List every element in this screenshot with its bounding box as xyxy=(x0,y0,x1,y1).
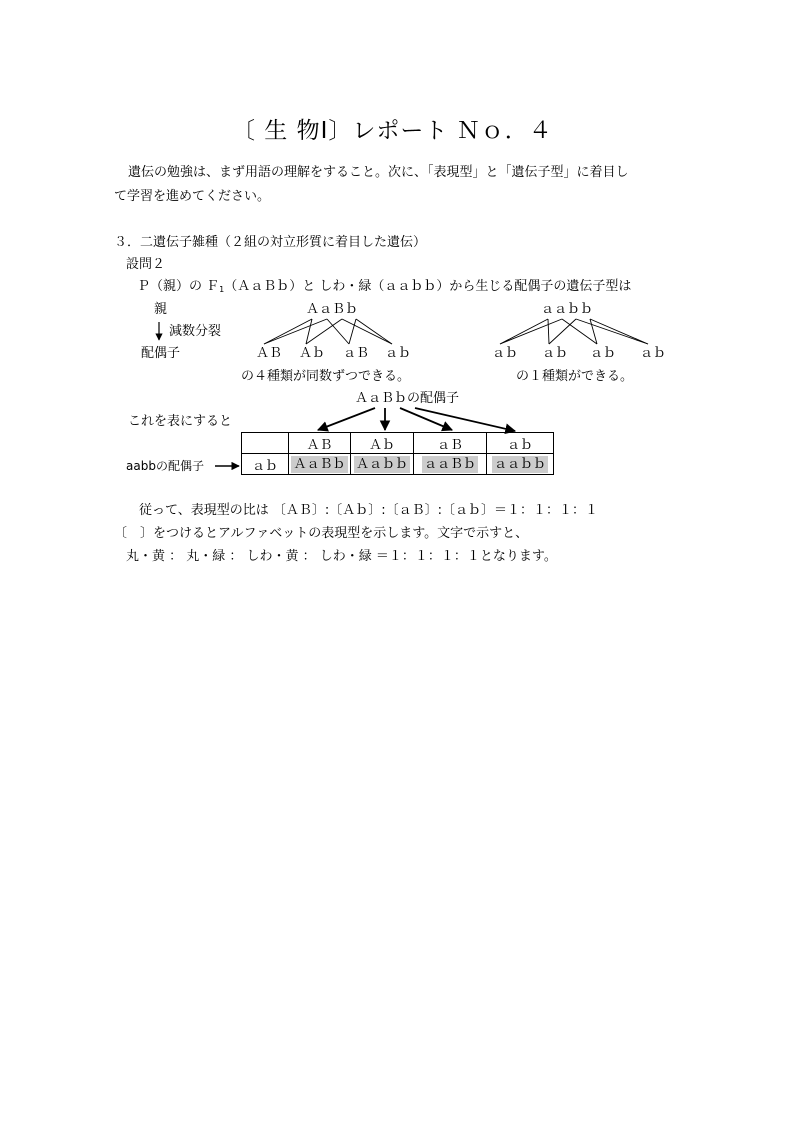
right-gamete-3: ａｂ xyxy=(590,346,617,361)
intro-line-2: て学習を進めてください。 xyxy=(114,189,271,204)
question-text xyxy=(137,279,631,298)
table-cell xyxy=(414,454,487,475)
left-gamete-2: Ａｂ xyxy=(299,346,326,361)
col-header: Ａｂ xyxy=(351,433,414,454)
cell-genotype: ａａＢｂ xyxy=(423,456,476,472)
table-row xyxy=(242,433,554,454)
table-cell xyxy=(487,454,554,475)
right-gamete-lines xyxy=(500,319,648,344)
left-parent-genotype: ＡａＢｂ xyxy=(306,302,359,317)
left-gamete-3: ａＢ xyxy=(343,346,370,361)
left-note: の４種類が同数ずつできる。 xyxy=(241,369,411,384)
section-heading: ３．二遺伝子雑種（２組の対立形質に着目した遺伝） xyxy=(114,235,427,250)
left-gamete-lines xyxy=(264,319,392,344)
parent-label: 親 xyxy=(154,302,168,317)
meiosis-label: 減数分裂 xyxy=(169,324,222,339)
table-row xyxy=(242,454,554,475)
right-note: の１種類ができる。 xyxy=(516,369,634,384)
table-cell xyxy=(351,454,414,475)
intro-line-1: 遺伝の勉強は、まず用語の理解をすること。次に、「表現型」と「遺伝子型」に着目し xyxy=(128,165,629,180)
cell-genotype: ａａｂｂ xyxy=(493,456,546,472)
punnett-intro-label: これを表にすると xyxy=(128,414,233,429)
punnett-row-label: aabbの配偶子 xyxy=(126,459,204,473)
conclusion-line-2: 〔 〕をつけるとアルファベットの表現型を示します。文字で示すと、 xyxy=(114,526,529,541)
punnett-top-label: ＡａＢｂの配偶子 xyxy=(355,391,460,406)
question-text-pre: Ｐ（親）の Ｆ xyxy=(137,279,220,294)
col-header: ａＢ xyxy=(414,433,487,454)
right-gamete-1: ａｂ xyxy=(492,346,519,361)
cell-genotype: ＡａＢｂ xyxy=(293,456,346,472)
table-cell xyxy=(289,454,351,475)
question-text-post: （ＡａＢｂ）と しわ・緑（ａａｂｂ）から生じる配偶子の遺伝子型は xyxy=(224,279,632,294)
table-corner xyxy=(242,433,289,454)
right-parent-genotype: ａａｂｂ xyxy=(541,302,594,317)
conclusion-line-3: 丸・黄 ： 丸・緑 ： しわ・黄 ： しわ・緑 ＝１：１：１：１となります。 xyxy=(126,549,557,564)
col-header: ＡＢ xyxy=(289,433,351,454)
punnett-table xyxy=(241,432,554,475)
page-title: 〔 生 物Ⅰ〕レポート Ｎｏ．４ xyxy=(232,118,553,144)
right-gamete-4: ａｂ xyxy=(640,346,667,361)
conclusion-line-1: 従って、表現型の比は 〔ＡＢ〕:〔Ａｂ〕:〔ａＢ〕:〔ａｂ〕＝１：１：１：１ xyxy=(139,503,599,518)
question-label: 設問２ xyxy=(126,257,166,272)
cell-genotype: Ａａｂｂ xyxy=(355,456,408,472)
left-gamete-4: ａｂ xyxy=(385,346,412,361)
gamete-label: 配偶子 xyxy=(141,346,181,361)
row-header: ａｂ xyxy=(242,454,289,475)
col-header: ａｂ xyxy=(487,433,554,454)
left-gamete-1: ＡＢ xyxy=(256,346,283,361)
right-gamete-2: ａｂ xyxy=(542,346,569,361)
question-subscript: 1 xyxy=(219,285,225,294)
